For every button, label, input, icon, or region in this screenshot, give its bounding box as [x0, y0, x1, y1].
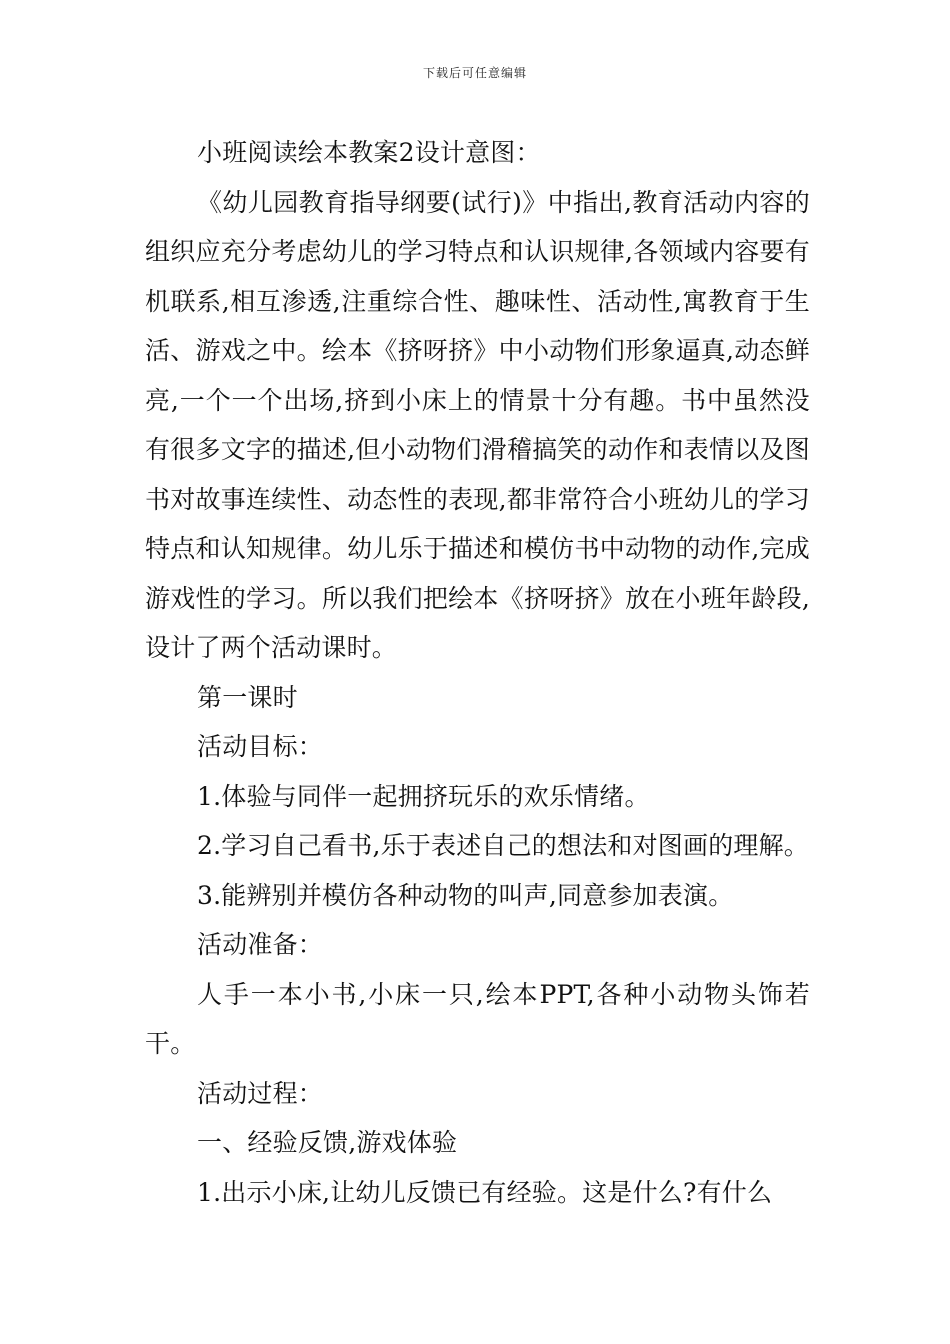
header-note: 下载后可任意编辑 — [422, 66, 527, 80]
paragraph-step-1: 1.出示小床,让幼儿反馈已有经验。这是什么?有什么 — [197, 1177, 773, 1207]
paragraph-activity-goals-heading: 活动目标： — [197, 732, 324, 761]
paragraph-process-heading: 活动过程： — [197, 1078, 324, 1108]
paragraph-first-lesson: 第一课时 — [197, 682, 298, 712]
paragraph-goal-2: 2.学习自己看书,乐于表述自己的想法和对图画的理解。 — [197, 831, 810, 860]
paragraph-preparation-heading: 活动准备： — [197, 930, 324, 959]
paragraph-preparation: 人手一本小书,小床一只,绘本PPT,各种小动物头饰若干。 — [145, 979, 810, 1058]
paragraph-title: 小班阅读绘本教案2设计意图： — [197, 138, 541, 167]
paragraph-goal-1: 1.体验与同伴一起拥挤玩乐的欢乐情绪。 — [197, 781, 650, 811]
paragraph-section-1: 一、经验反馈,游戏体验 — [197, 1128, 458, 1157]
paragraph-goal-3: 3.能辨别并模仿各种动物的叫声,同意参加表演。 — [197, 880, 734, 910]
document-body — [145, 128, 810, 1217]
paragraph-design-intent: 《幼儿园教育指导纲要(试行)》中指出,教育活动内容的组织应充分考虑幼儿的学习特点和认识规律,各领域内容要有机联系,相互渗透,注重综合性、趣味性、活动性,寓教育于生活、游戏之中。绘本《挤呀挤》中小动物们形象逼真,动态鲜亮,一个一个出场,挤到小床上的情景十分有趣。书中虽然没有很多文字的描述,但小动物们滑稽搞笑的动作和表情以及图书对故事连续性、动态性的表现,都非常符合小班幼儿的学习特点和认知规律。幼儿乐于描述和模仿书中动物的动作,完成游戏性的学习。所以我们把绘本《挤呀挤》放在小班年龄段,设计了两个活动课时。 — [145, 187, 810, 662]
